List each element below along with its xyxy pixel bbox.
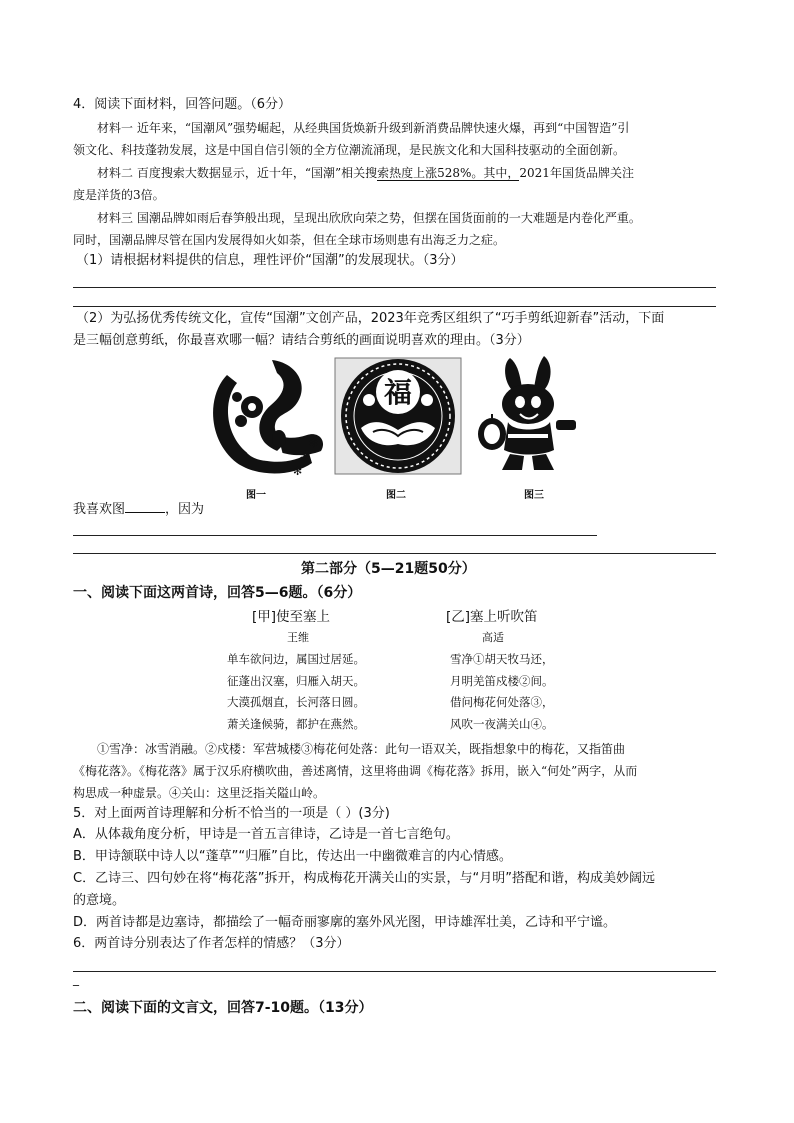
answer-line-q6[interactable] (73, 971, 716, 972)
poem-a-line: 单车欲问边，属国过居延。 (227, 652, 365, 666)
notes-line-2: 《梅花落》。《梅花落》属于汉乐府横吹曲，善述离情，这里将曲调《梅花落》拆用，嵌入“何处”两字，从而 (73, 764, 638, 778)
section-2-heading: 二、阅读下面的文言文，回答7-10题。（13分） (73, 1000, 373, 1016)
poem-b-line: 月明羌笛戍楼②间。 (450, 673, 554, 688)
notes-line-3: 构思成一种虚景。④关山：这里泛指关隘山岭。 (73, 786, 326, 800)
trailing-underscore: _ (73, 972, 79, 986)
papercut-fu-medallion-icon (333, 356, 463, 476)
figure-choice-blank[interactable] (125, 499, 165, 513)
underlined-phrase: 索热度上涨528%。其中， (377, 166, 520, 180)
poem-a-title: [甲]使至塞上 (252, 609, 331, 625)
material-1-line-2: 领文化、科技蓬勃发展，这是中国自信引领的全方位潮流涌现，是民族文化和大国科技驱动的全面创新。 (73, 143, 626, 157)
caption-figure-3: 图三 (524, 490, 544, 501)
caption-figure-2: 图二 (386, 490, 406, 501)
caption-figure-1: 图一 (246, 490, 266, 501)
svg-text:✻: ✻ (293, 465, 303, 478)
material-3-line-2: 同时，国潮品牌尽管在国内发展得如火如荼，但在全球市场则患有出海乏力之症。 (73, 233, 506, 247)
section-1-heading: 一、阅读下面这两首诗，回答5—6题。（6分） (73, 585, 362, 601)
q5-stem: 5．对上面两首诗理解和分析不恰当的一项是（ ）(3分) (73, 806, 390, 821)
poem-a-author: 王维 (287, 631, 309, 644)
poem-b-line: 雪净①胡天牧马还， (450, 652, 554, 666)
poem-b-line: 借问梅花何处落③， (450, 695, 554, 709)
q5-option-b[interactable]: B．甲诗颔联中诗人以“蓬草”“归雁”自比，传达出一中幽微难言的内心情感。 (73, 849, 512, 864)
answer-line-4[interactable] (73, 553, 716, 554)
answer-prompt: 我喜欢图 ，因为 (73, 499, 204, 519)
svg-text:✻: ✻ (309, 437, 319, 450)
material-2-line-2: 度是洋货的3倍。 (73, 188, 165, 202)
poem-a-line: 大漠孤烟直，长河落日圆。 (227, 695, 365, 709)
poem-b-line: 风吹一夜满关山④。 (450, 716, 554, 731)
sub-question-2-line-1: （2）为弘扬优秀传统文化，宣传“国潮”文创产品，2023年竞秀区组织了“巧手剪纸迎新春”活动，下面 (76, 311, 665, 326)
q5-option-d[interactable]: D．两首诗都是边塞诗，都描绘了一幅奇丽寥廓的塞外风光图，甲诗雄浑壮美，乙诗和平宁谧。 (73, 915, 617, 930)
material-1-line-1: 材料一 近年来，“国潮风”强势崛起，从经典国货焕新升级到新消费品牌快速火爆，再到“中国智造”引 (97, 121, 630, 135)
papercut-rabbit-plum-icon (197, 355, 333, 485)
sub-question-1: （1）请根据材料提供的信息，理性评价“国潮”的发展现状。（3分） (76, 253, 464, 268)
q4-title: 4．阅读下面材料，回答问题。（6分） (73, 97, 292, 112)
answer-line-3[interactable] (73, 535, 597, 536)
q5-option-c-line-2[interactable]: 的意境。 (73, 893, 126, 908)
fu-character: 福 (383, 376, 413, 409)
q5-option-a[interactable]: A．从体裁角度分析，甲诗是一首五言律诗，乙诗是一首七言绝句。 (73, 827, 459, 842)
poem-b-title: [乙]塞上听吹笛 (446, 609, 538, 625)
poem-b-author: 高适 (482, 631, 504, 644)
papercut-rabbit-lantern-icon (472, 354, 584, 474)
poem-a-line: 萧关逢候骑，都护在燕然。 (227, 716, 365, 731)
answer-line-1[interactable] (73, 287, 716, 288)
q5-option-c-line-1[interactable]: C．乙诗三、四句妙在将“梅花落”拆开，构成梅花开满关山的实景，与“月明”搭配和谐，构成美妙阔远 (73, 871, 656, 886)
poem-a-body (227, 649, 365, 735)
answer-line-2[interactable] (73, 306, 716, 307)
sub-question-2-line-2: 是三幅创意剪纸，你最喜欢哪一幅？请结合剪纸的画面说明喜欢的理由。（3分） (73, 333, 530, 348)
poem-b-body (450, 649, 554, 735)
part-2-title: 第二部分（5—21题50分） (301, 561, 476, 577)
material-2-line-1: 材料二 百度搜索大数据显示，近十年，“国潮”相关搜索热度上涨528%。其中，2021年国货品牌关注 (97, 166, 634, 180)
svg-text:✻: ✻ (299, 449, 311, 465)
q6-stem: 6．两首诗分别表达了作者怎样的情感？（3分） (73, 936, 350, 951)
material-3-line-1: 材料三 国潮品牌如雨后春笋般出现，呈现出欣欣向荣之势，但摆在国货面前的一大难题是内卷化严重。 (97, 211, 641, 225)
poem-a-line: 征蓬出汉塞，归雁入胡天。 (227, 673, 365, 688)
notes-line-1: ①雪净：冰雪消融。②戍楼：军营城楼③梅花何处落：此句一语双关，既指想象中的梅花，又指笛曲 (97, 742, 626, 756)
